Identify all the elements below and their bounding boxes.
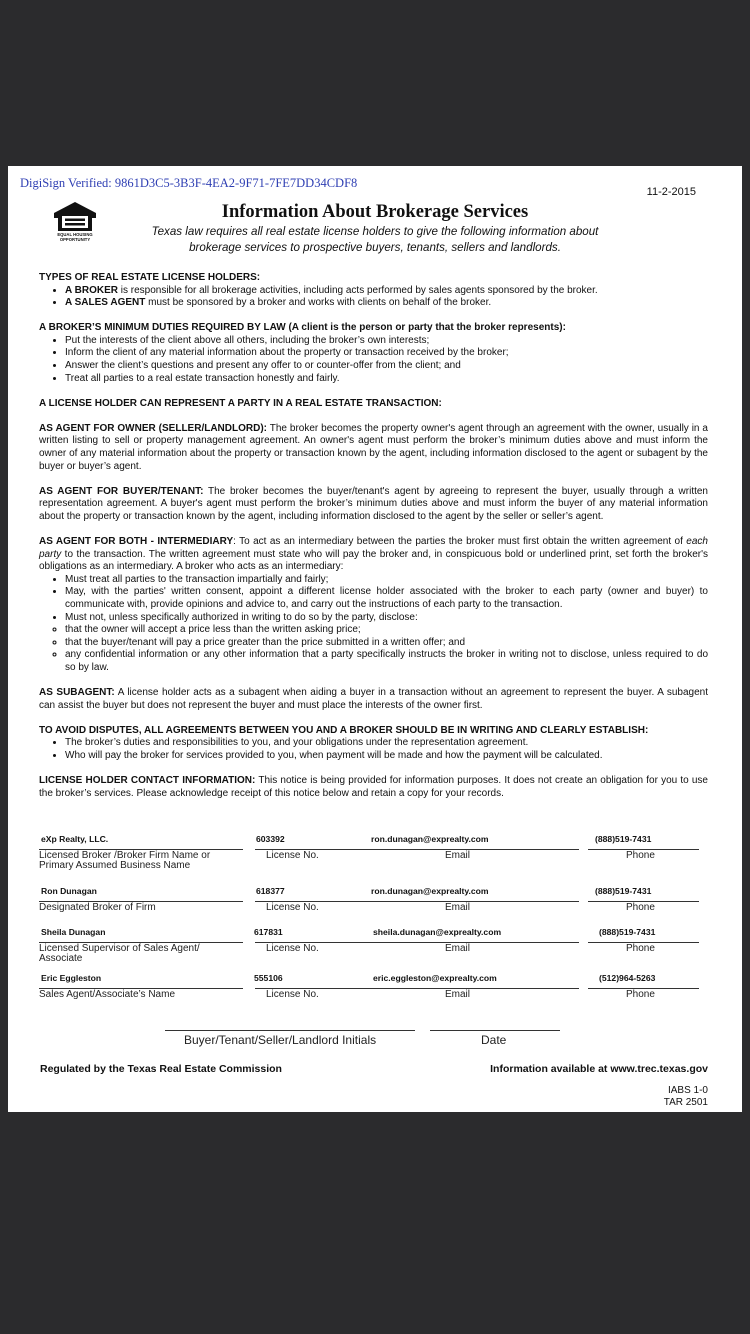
section-heading: TYPES OF REAL ESTATE LICENSE HOLDERS: — [39, 272, 261, 283]
form-codes — [664, 1085, 708, 1109]
list-item: • Answer the client’s questions and present any offer to or counter-offer from the client; and — [65, 360, 708, 373]
license-label: License No. — [266, 850, 319, 861]
document-page — [8, 166, 742, 1112]
list-item: • Treat all parties to a real estate transaction honestly and fairly. — [65, 373, 708, 386]
section-heading: A BROKER’S MINIMUM DUTIES REQUIRED BY LAW (A client is the person or party that the broker represents): — [39, 322, 566, 334]
form-code-iabs: IABS 1-0 — [667, 1085, 708, 1096]
list-item: • A BROKER is responsible for all brokerage activities, including acts performed by sales agents sponsored by the broker. — [65, 285, 708, 298]
list-item: • Must treat all parties to the transaction impartially and fairly; — [65, 574, 708, 587]
form-date: 11-2-2015 — [646, 186, 696, 198]
document-title: Information About Brokerage Services — [221, 202, 529, 222]
contact-email: eric.eggleston@exprealty.com — [373, 973, 497, 983]
section-heading: TO AVOID DISPUTES, ALL AGREEMENTS BETWEEN YOU AND A BROKER SHOULD BE IN WRITING AND CLEARLY ESTABLISH: — [39, 724, 649, 736]
contact-phone: (888)519-7431 — [595, 834, 652, 844]
list-item: • Who will pay the broker for services provided to you, when payment will be made and how the payment will be calculated. — [65, 750, 708, 763]
digisign-verification: DigiSign Verified: 9861D3C5-3B3F-4EA2-9F71-7FE7DD34CDF8 — [20, 176, 358, 190]
section-disputes — [39, 725, 708, 763]
section-owner: AS AGENT FOR OWNER (SELLER/LANDLORD): The broker becomes the property owner's agent through an agreement with the owner, usually in a written listing to sell or property management agreement. An owner's agent must perform the broker’s minimum duties above and must inform the owner of any material information about the property or transaction known by the agent, including information disclosed to the agent or subagent by the buyer or buyer’s agent. — [39, 422, 708, 472]
contact-name: Ron Dunagan — [41, 886, 97, 896]
contact-email: sheila.dunagan@exprealty.com — [373, 927, 502, 937]
trec-info: Information available at www.trec.texas.gov — [490, 1063, 708, 1075]
license-label: License No. — [266, 989, 319, 1000]
document-subtitle: Texas law requires all real estate license holders to give the following information about brokerage services to prospective buyers, tenants, sellers and landlords. — [151, 225, 599, 254]
section-heading: A LICENSE HOLDER CAN REPRESENT A PARTY IN A REAL ESTATE TRANSACTION: — [39, 397, 442, 409]
document-body — [39, 272, 708, 813]
form-code-tar: TAR 2501 — [663, 1097, 708, 1108]
date-label: Date — [481, 1033, 507, 1047]
contact-row-supervisor — [39, 927, 709, 973]
phone-label: Phone — [626, 850, 655, 861]
contact-phone: (888)519-7431 — [595, 886, 652, 896]
contact-table — [39, 834, 709, 1013]
list-item: ◦ that the owner will accept a price less than the written asking price; — [65, 624, 708, 637]
date-line — [430, 1030, 560, 1031]
email-label: Email — [445, 850, 471, 861]
contact-name: Sheila Dunagan — [41, 927, 106, 937]
svg-text:EQUAL HOUSING: EQUAL HOUSING — [57, 232, 93, 237]
list-item: ◦ that the buyer/tenant will pay a price greater than the price submitted in a written offer; and — [65, 637, 708, 650]
contact-email: ron.dunagan@exprealty.com — [371, 834, 489, 844]
contact-phone: (888)519-7431 — [599, 927, 656, 937]
list-item: ◦ any confidential information or any other information that a party specifically instructs the broker in writing not to disclose, unless required to do so by law. — [65, 649, 708, 674]
list-item: • Inform the client of any material information about the property or transaction received by the broker; — [65, 347, 708, 360]
contact-license: 617831 — [254, 927, 283, 937]
section-contact-info: LICENSE HOLDER CONTACT INFORMATION: This notice is being provided for information purposes. It does not create an obligation for you to use the broker’s services. Please acknowledge receipt of this notice below and retain a copy for your records. — [39, 775, 708, 799]
contact-row-sales-agent — [39, 973, 709, 1013]
regulated-note: Regulated by the Texas Real Estate Commission — [40, 1063, 282, 1075]
contact-license: 555106 — [254, 973, 283, 983]
phone-label: Phone — [626, 943, 655, 954]
section-duties — [39, 322, 708, 385]
license-label: License No. — [266, 902, 319, 913]
license-label: License No. — [266, 943, 319, 954]
email-label: Email — [445, 943, 471, 954]
email-label: Email — [445, 989, 471, 1000]
email-label: Email — [445, 902, 471, 913]
contact-license: 618377 — [256, 886, 285, 896]
svg-text:OPPORTUNITY: OPPORTUNITY — [59, 237, 91, 242]
list-item: • The broker’s duties and responsibilities to you, and your obligations under the representation agreement. — [65, 737, 708, 750]
role-label: Licensed Supervisor of Sales Agent/ Associate — [39, 943, 200, 964]
role-label: Licensed Broker /Broker Firm Name or Primary Assumed Business Name — [39, 850, 211, 871]
section-subagent: AS SUBAGENT: A license holder acts as a subagent when aiding a buyer in a transaction without an agreement to represent the buyer. A subagent can assist the buyer but does not represent the buyer and must place the interests of the owner first. — [39, 687, 708, 711]
role-label: Sales Agent/Associate’s Name — [39, 989, 176, 1000]
list-item: • Put the interests of the client above all others, including the broker’s own interests; — [65, 335, 708, 348]
role-label: Designated Broker of Firm — [39, 902, 156, 913]
section-types — [39, 272, 708, 310]
list-item: • Must not, unless specifically authorized in writing to do so by the party, disclose: — [65, 612, 708, 625]
contact-email: ron.dunagan@exprealty.com — [371, 886, 489, 896]
contact-row-broker — [39, 834, 709, 886]
contact-license: 603392 — [256, 834, 285, 844]
contact-name: Eric Eggleston — [41, 973, 102, 983]
contact-phone: (512)964-5263 — [599, 973, 656, 983]
list-item: • May, with the parties' written consent, appoint a different license holder associated with the broker to each party (owner and buyer) to communicate with, provide opinions and advice to, and carry out the instructions of each party to the transaction. — [65, 586, 708, 611]
phone-label: Phone — [626, 902, 655, 913]
initials-line — [165, 1030, 415, 1031]
section-intermediary: AS AGENT FOR BOTH - INTERMEDIARY: To act as an intermediary between the parties the broker must first obtain the written agreement of each party to the transaction. The written agreement must state who will pay the broker and, in conspicuous bold or underlined print, set forth the broker's obligations as an intermediary. A broker who acts as an intermediary: • Must treat all parties to the transaction impartially and fairly; • May, with the parties' written consent, appoint a different license holder associated with the broker to each party (owner and buyer) to communicate with, provide opinions and advice to, and carry out the instructions of each party to the transaction. • Must not, unless specifically authorized in writing to do so by the party, disclose: ◦ that the owner will accept a price less than the written asking price; ◦ that the buyer/tenant will pay a price greater than the price submitted in a written offer; and ◦ any confidential information or any other information that a party specifically instructs the broker in writing not to disclose, unless required to do so by law. — [39, 536, 708, 675]
phone-label: Phone — [626, 989, 655, 1000]
contact-name: eXp Realty, LLC. — [41, 834, 109, 844]
contact-row-designated-broker — [39, 886, 709, 927]
section-represent — [39, 398, 708, 411]
section-buyer: AS AGENT FOR BUYER/TENANT: The broker becomes the buyer/tenant's agent by agreeing to represent the buyer, usually through a written representation agreement. A buyer's agent must perform the broker’s minimum duties above and must inform the buyer of any material information about the property or transaction known by the agent, including information disclosed to the agent by the seller or seller’s agent. — [39, 485, 708, 522]
list-item: • A SALES AGENT must be sponsored by a broker and works with clients on behalf of the broker. — [65, 297, 708, 310]
initials-label: Buyer/Tenant/Seller/Landlord Initials — [184, 1033, 377, 1047]
